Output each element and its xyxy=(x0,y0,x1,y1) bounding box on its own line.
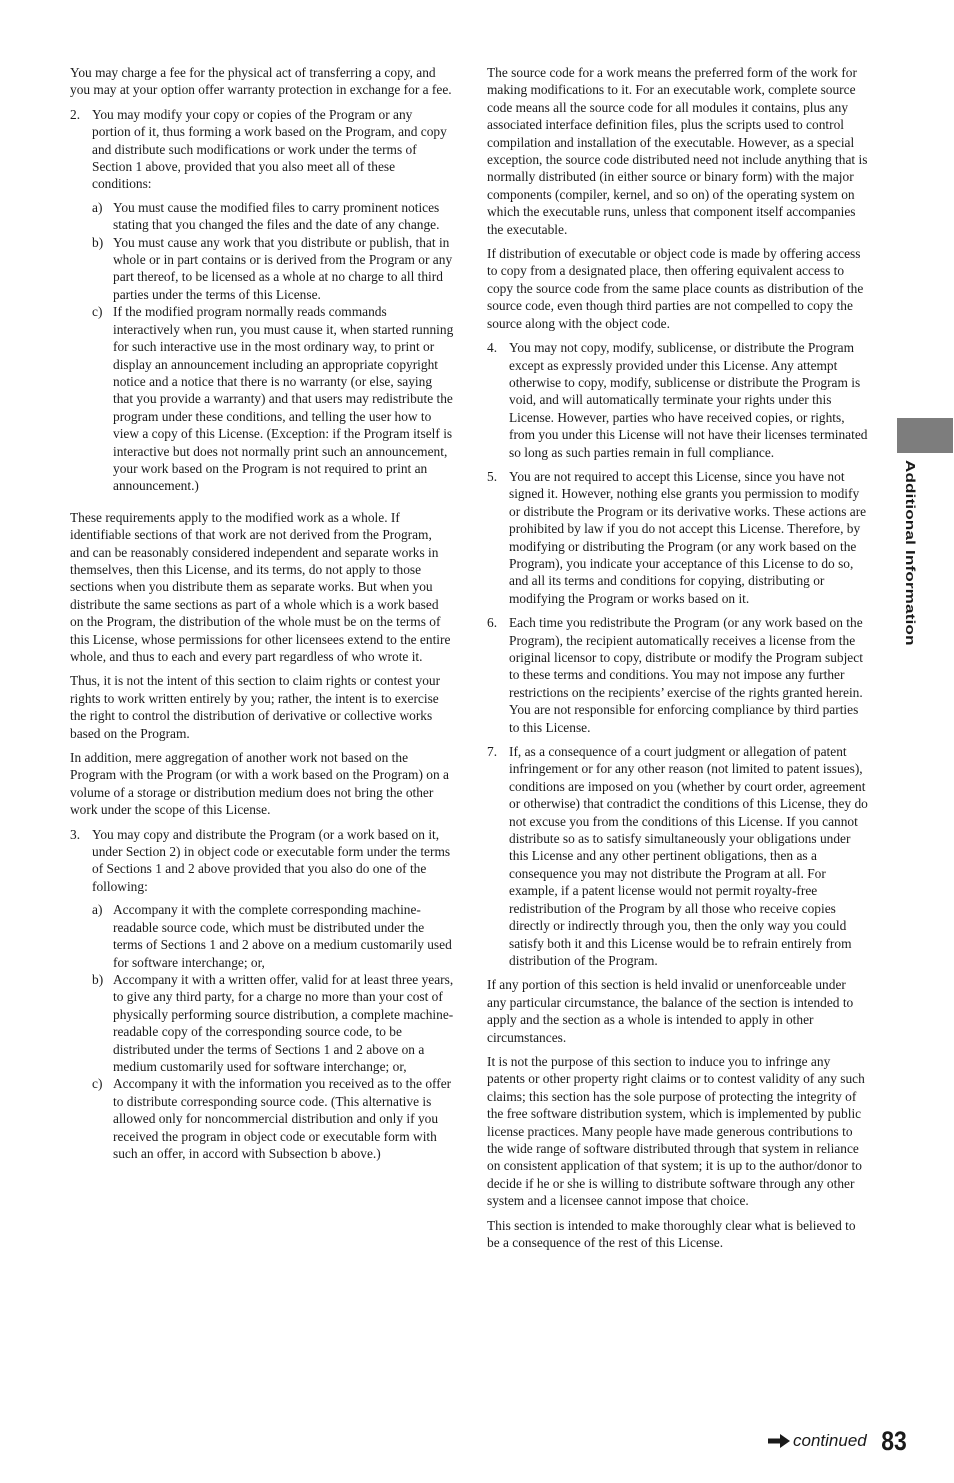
paragraph: If any portion of this section is held invalid or unenforceable under any particular circumstance, the balance of the section is intended to apply and the section as a whole is intended to apply in other circumstances. xyxy=(487,977,854,1045)
sub-text: Accompany it with a written offer, valid for at least three years, to give any third party, for a charge no more than your cost of physically performing source distribution, a complete machine-readable copy of the corresponding source code, to be distributed under the terms of Sections 1 and 2 above on a medium customarily used for software interchange; or, xyxy=(113,971,454,1074)
sub-text: Accompany it with the complete corresponding machine-readable source code, which must be distributed under the terms of Sections 1 and 2 above on a medium customarily used for software interchange; or, xyxy=(113,902,452,970)
paragraph: The source code for a work means the preferred form of the work for making modifications to it. For an executable work, complete source code means all the source code for all modules it contains, plus any associated interface definition files, plus the scripts used to control compilation and installation of the executable. However, as a special exception, the source code distributed need not include anything that is normally distributed (in either source or binary form) with the major components (compiler, kernel, and so on) of the operating system on which the executable runs, unless that component itself accompanies the executable. xyxy=(487,65,868,237)
sub-item-a xyxy=(92,199,454,234)
item-number: 3. xyxy=(70,826,81,842)
list-item-2 xyxy=(70,106,454,502)
sub-text: If the modified program normally reads commands interactively when run, you must cause it, when started running for such interactive use in the most ordinary way, to print or display an announcement including an appropriate copyright notice and a notice that there is no warranty (or else, saying that you provide a warranty) and that users may redistribute the program under these conditions, and telling the user how to view a copy of this License. (Exception: if the Program itself is interactive but does not normally print such an announcement, your work based on the Program is not required to print an announcement.) xyxy=(113,304,454,494)
arrow-right-icon xyxy=(768,1434,790,1448)
paragraph: These requirements apply to the modified work as a whole. If identifiable sections of that work are not derived from the Program, and can be reasonably considered independent and separate works in themselves, then this License, and its terms, do not apply to those sections when you distribute them as separate works. But when you distribute the same sections as part of a whole which is a work based on the Program, the distribution of the whole must be on the terms of this License, whose permissions for other licensees extend to the entire whole, and thus to each and every part regardless of who wrote it. xyxy=(70,509,451,664)
item-body xyxy=(92,106,454,502)
sub-item-b xyxy=(92,234,454,304)
list-item-3 xyxy=(70,826,454,1170)
sub-label: a) xyxy=(92,902,103,918)
sub-item-a xyxy=(92,901,454,971)
sub-item-c xyxy=(92,303,454,494)
item-number: 2. xyxy=(70,106,81,122)
list-item-4 xyxy=(487,339,868,461)
sub-label: b) xyxy=(92,234,104,250)
list-item-5 xyxy=(487,468,868,607)
item-number: 7. xyxy=(487,744,498,760)
sub-text: You must cause the modified files to carry prominent notices stating that you changed the files and the date of any change. xyxy=(113,199,440,233)
item-body xyxy=(92,826,454,1170)
paragraph: This section is intended to make thoroughly clear what is believed to be a consequence of the rest of this License. xyxy=(487,1217,856,1250)
item-text: You may modify your copy or copies of the Program or any portion of it, thus forming a work based on the Program, and copy and distribute such modifications or work under the terms of Section 1 above, provided that you also meet all of these conditions: xyxy=(92,106,447,192)
item-text: You may not copy, modify, sublicense, or distribute the Program except as expressly provided under this License. Any attempt otherwise to copy, modify, sublicense or distribute the Program is void, and will automatically terminate your rights under this License. However, parties who have received copies, or rights, from you under this License will not have their licenses terminated so long as such parties remain in full compliance. xyxy=(509,340,868,460)
intro-paragraph: You may charge a fee for the physical act of transferring a copy, and you may at your option offer warranty protection in exchange for a fee. xyxy=(70,65,452,98)
item-text: You are not required to accept this License, since you have not signed it. However, nothing else grants you permission to modify or distribute the Program or its derivative works. These actions are prohibited by law if you do not accept this License. Therefore, by modifying or distributing the Program (or any work based on the Program), you indicate your acceptance of this License to do so, and all its terms and conditions for copying, distributing or modifying the Program or works based on it. xyxy=(509,468,867,606)
section-tab-label xyxy=(895,460,925,660)
sub-label: a) xyxy=(92,199,103,215)
sub-text: You must cause any work that you distribute or publish, that in whole or in part contains or is derived from the Program or any part thereof, to be licensed as a whole at no charge to all third parties under the terms of this License. xyxy=(113,234,453,302)
list-item-6 xyxy=(487,614,868,736)
right-column xyxy=(487,64,868,1258)
page-number: 83 xyxy=(880,1425,907,1456)
item-number: 4. xyxy=(487,340,498,356)
sub-text: Accompany it with the information you received as to the offer to distribute corresponding source code. (This alternative is allowed only for noncommercial distribution and only if you received the program in object code or executable form with such an offer, in accord with Subsection b above.) xyxy=(113,1076,452,1161)
left-column xyxy=(70,64,454,1176)
sub-item-b xyxy=(92,971,454,1075)
list-item-7 xyxy=(487,743,868,969)
item-text: Each time you redistribute the Program (or any work based on the Program), the recipient automatically receives a license from the original licensor to copy, distribute or modify the Program subject to these terms and conditions. You may not impose any further restrictions on the recipients’ exercise of the rights granted herein. You are not responsible for enforcing compliance by third parties to this License. xyxy=(509,615,863,735)
sub-label: c) xyxy=(92,1076,103,1092)
sub-list xyxy=(92,901,454,1162)
continued-label: continued xyxy=(793,1431,867,1450)
paragraph: It is not the purpose of this section to induce you to infringe any patents or other property right claims or to contest validity of any such claims; this section has the sole purpose of protecting the integrity of the free software distribution system, which is implemented by public license practices. Many people have made generous contributions to the wide range of software distributed through that system in reliance on consistent application of that system; it is up to the author/donor to decide if he or she is willing to distribute software through any other system and a licensee cannot impose that choice. xyxy=(487,1053,865,1209)
paragraph: In addition, mere aggregation of another work not based on the Program with the Program (or with a work based on the Program) on a volume of a storage or distribution medium does not bring the other work under the scope of this License. xyxy=(70,750,449,818)
item-text: You may copy and distribute the Program (or a work based on it, under Section 2) in object code or executable form under the terms of Sections 1 and 2 above provided that you also do one of the following: xyxy=(92,826,451,894)
paragraph: If distribution of executable or object code is made by offering access to copy from a designated place, then offering equivalent access to copy the source code from the same place counts as distribution of the source code, even though third parties are not compelled to copy the source along with the object code. xyxy=(487,246,864,331)
sub-label: b) xyxy=(92,971,104,987)
item-text: If, as a consequence of a court judgment or allegation of patent infringement or for any other reason (not limited to patent issues), conditions are imposed on you (whether by court order, agreement or otherwise) that contradict the conditions of this License, they do not excuse you from the conditions of this License. If you cannot distribute so as to satisfy simultaneously your obligations under this License and any other pertinent obligations, then as a consequence you may not distribute the Program at all. For example, if a patent license would not permit royalty-free redistribution of the Program by all those who receive copies directly or indirectly through you, then the only way you could satisfy both it and this License would be to refrain entirely from distribution of the Program. xyxy=(509,744,868,968)
item-number: 5. xyxy=(487,468,498,484)
page-footer xyxy=(768,1424,918,1458)
item-number: 6. xyxy=(487,615,498,631)
sub-list xyxy=(92,199,454,495)
sub-label: c) xyxy=(92,304,103,320)
sub-item-c xyxy=(92,1075,454,1162)
paragraph: Thus, it is not the intent of this section to claim rights or contest your rights to work written entirely by you; rather, the intent is to exercise the right to control the distribution of derivative or collective works based on the Program. xyxy=(70,673,441,741)
section-tab-marker xyxy=(897,418,953,453)
section-label-text: Additional Information xyxy=(902,460,918,646)
